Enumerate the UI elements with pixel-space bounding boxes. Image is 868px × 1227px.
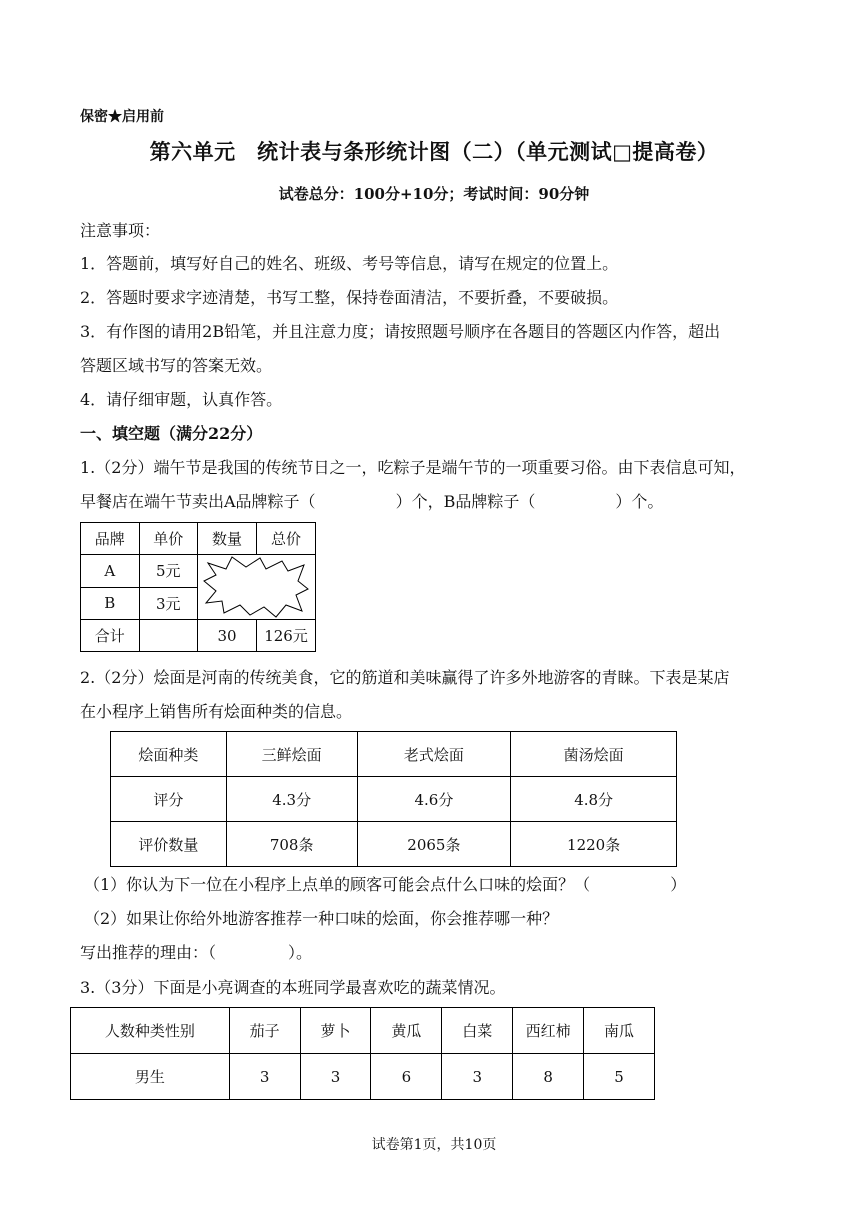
table-header: 茄子 — [229, 1008, 300, 1054]
table-header: 人数种类性别 — [71, 1008, 230, 1054]
question-1-text: 1.（2分）端午节是我国的传统节日之一，吃粽子是端午节的一项重要习俗。由下表信息可知， — [80, 458, 746, 477]
table-row: 合计 30 126元 — [81, 620, 316, 652]
table-header: 西红柿 — [513, 1008, 584, 1054]
question-3-text: 3.（3分）下面是小亮调查的本班同学最喜欢吃的蔬菜情况。 — [80, 978, 506, 997]
noodle-table — [110, 731, 677, 867]
table-row: 评价数量 708条 2065条 1220条 — [111, 822, 677, 867]
table-row: 男生 3 3 6 3 8 5 — [71, 1054, 655, 1100]
ink-blot-icon — [202, 555, 312, 619]
note-item: 1．答题前，填写好自己的姓名、班级、考号等信息，请写在规定的位置上。 — [80, 254, 619, 273]
note-item: 4．请仔细审题，认真作答。 — [80, 390, 283, 409]
table-header: 单价 — [139, 523, 198, 555]
note-item: 3．有作图的请用2B铅笔，并且注意力度；请按照题号顺序在各题目的答题区内作答，超出 — [80, 322, 721, 341]
page-title: 第六单元 统计表与条形统计图（二）（单元测试□提高卷） — [149, 139, 719, 164]
brand-table — [80, 522, 316, 652]
page-footer: 试卷第1页，共10页 — [371, 1137, 497, 1153]
section-heading: 一、填空题（满分22分） — [80, 424, 263, 443]
table-header: 南瓜 — [584, 1008, 655, 1054]
notes-heading: 注意事项： — [80, 221, 161, 240]
question-1-text: 早餐店在端午节卖出A品牌粽子（ ）个，B品牌粽子（ ）个。 — [80, 492, 664, 511]
table-header: 烩面种类 — [111, 732, 227, 777]
table-row: B 3元 — [81, 587, 316, 620]
question-2-text: 2.（2分）烩面是河南的传统美食，它的筋道和美味赢得了许多外地游客的青睐。下表是某店 — [80, 668, 730, 687]
exam-info: 试卷总分：100分+10分；考试时间：90分钟 — [278, 185, 590, 203]
table-header: 黄瓜 — [371, 1008, 442, 1054]
table-header: 菌汤烩面 — [511, 732, 677, 777]
vegetable-table — [70, 1007, 655, 1100]
table-header: 白菜 — [442, 1008, 513, 1054]
table-header: 老式烩面 — [357, 732, 511, 777]
table-header: 萝卜 — [300, 1008, 371, 1054]
table-header: 品牌 — [81, 523, 140, 555]
note-item: 2．答题时要求字迹清楚，书写工整，保持卷面清洁，不要折叠，不要破损。 — [80, 288, 619, 307]
secret-label: 保密★启用前 — [80, 109, 164, 125]
table-header: 数量 — [198, 523, 257, 555]
question-2-text: 在小程序上销售所有烩面种类的信息。 — [80, 702, 353, 721]
table-row: A 5元 — [81, 555, 316, 588]
table-header: 三鲜烩面 — [226, 732, 357, 777]
table-header: 总价 — [257, 523, 316, 555]
question-2-sub1: （1）你认为下一位在小程序上点单的顾客可能会点什么口味的烩面？（ ） — [84, 875, 687, 894]
covered-cells — [198, 555, 316, 620]
question-2-reason: 写出推荐的理由：（ ）。 — [80, 943, 313, 962]
table-row: 评分 4.3分 4.6分 4.8分 — [111, 777, 677, 822]
note-item: 答题区域书写的答案无效。 — [80, 356, 273, 375]
question-2-sub2: （2）如果让你给外地游客推荐一种口味的烩面，你会推荐哪一种？ — [84, 909, 559, 928]
